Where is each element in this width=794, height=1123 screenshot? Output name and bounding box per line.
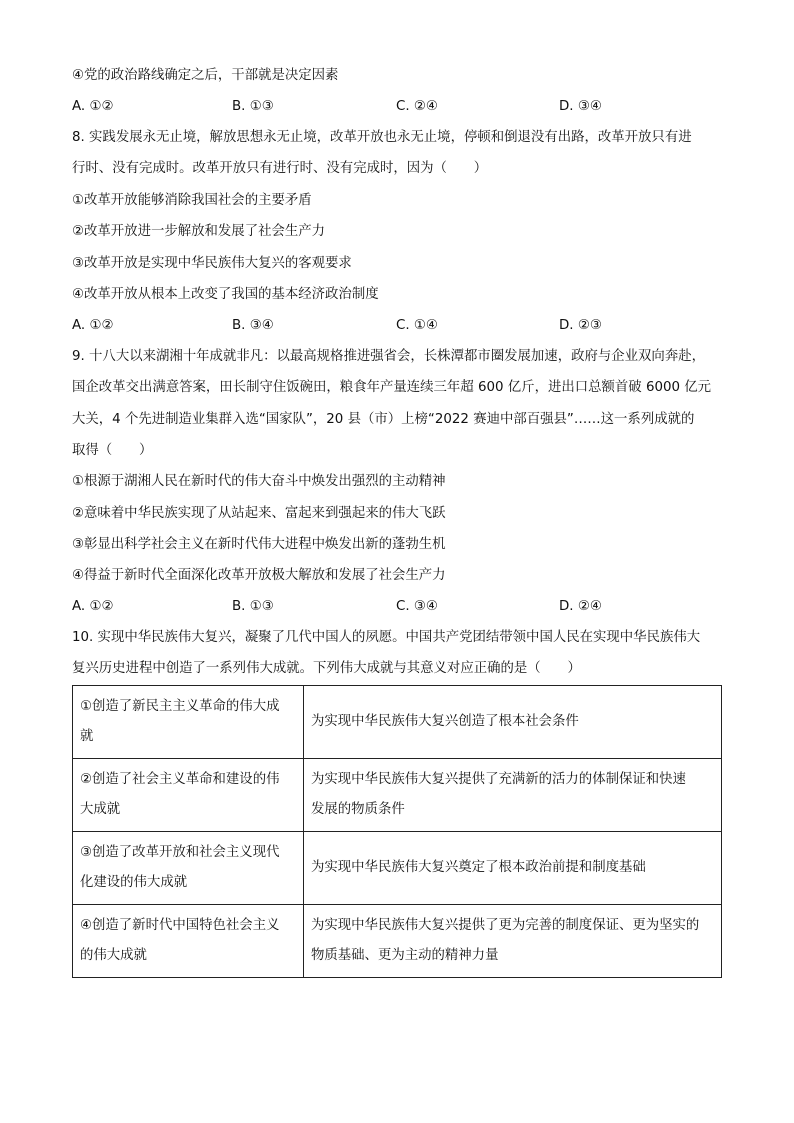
q9-item-4: ④得益于新时代全面深化改革开放极大解放和发展了社会生产力	[72, 568, 446, 583]
q9-option-a: A. ①②	[72, 599, 114, 614]
significance-line-1: 为实现中华民族伟大复兴提供了更为完善的制度保证、更为坚实的	[311, 918, 700, 933]
q10-stem-line-2: 复兴历史进程中创造了一系列伟大成就。下列伟大成就与其意义对应正确的是（ ）	[72, 661, 581, 676]
q9-stem-line-3: 大关，4 个先进制造业集群入选“国家队”，20 县（市）上榜“2022 赛迪中部百强县”……这一系列成就的	[72, 412, 695, 427]
achievement-line-2: 就	[80, 729, 94, 744]
significance-line-1: 为实现中华民族伟大复兴奠定了根本政治前提和制度基础	[311, 860, 646, 875]
q8-option-b: B. ③④	[232, 318, 274, 333]
q8-item-3: ③改革开放是实现中华民族伟大复兴的客观要求	[72, 256, 352, 271]
q9-item-3: ③彰显出科学社会主义在新时代伟大进程中焕发出新的蓬勃生机	[72, 537, 446, 552]
achievement-line-2: 大成就	[80, 802, 121, 817]
significance-cell	[304, 832, 722, 905]
q7-item-4: ④党的政治路线确定之后，干部就是决定因素	[72, 68, 339, 83]
q8-option-d: D. ②③	[559, 318, 602, 333]
significance-line-2: 物质基础、更为主动的精神力量	[311, 948, 499, 963]
achievement-cell	[73, 905, 304, 978]
achievement-line-2: 的伟大成就	[80, 948, 147, 963]
q9-item-2: ②意味着中华民族实现了从站起来、富起来到强起来的伟大飞跃	[72, 506, 446, 521]
q9-option-b: B. ①③	[232, 599, 274, 614]
q9-stem-line-4: 取得（ ）	[72, 443, 153, 458]
achievement-line-2: 化建设的伟大成就	[80, 875, 188, 890]
significance-line-1: 为实现中华民族伟大复兴提供了充满新的活力的体制保证和快速	[311, 772, 686, 787]
achievement-line-1: ④创造了新时代中国特色社会主义	[80, 918, 280, 933]
q9-option-c: C. ③④	[396, 599, 438, 614]
table-row	[73, 905, 722, 978]
q8-stem-line-1: 8. 实践发展永无止境，解放思想永无止境，改革开放也永无止境，停顿和倒退没有出路，改革开放只有进	[72, 130, 692, 145]
q8-options	[72, 316, 732, 336]
q10-table	[72, 685, 722, 978]
significance-cell	[304, 686, 722, 759]
q7-option-c: C. ②④	[396, 99, 438, 114]
achievement-cell	[73, 832, 304, 905]
achievement-cell	[73, 759, 304, 832]
achievement-cell	[73, 686, 304, 759]
significance-cell	[304, 759, 722, 832]
q9-stem-line-1: 9. 十八大以来湖湘十年成就非凡：以最高规格推进强省会，长株潭都市圈发展加速，政府与企业双向奔赴，	[72, 349, 705, 364]
achievement-line-1: ③创造了改革开放和社会主义现代	[80, 845, 280, 860]
q8-item-1: ①改革开放能够消除我国社会的主要矛盾	[72, 193, 312, 208]
q8-item-4: ④改革开放从根本上改变了我国的基本经济政治制度	[72, 287, 379, 302]
achievement-line-1: ①创造了新民主主义革命的伟大成	[80, 699, 280, 714]
q8-option-c: C. ①④	[396, 318, 438, 333]
q7-option-d: D. ③④	[559, 99, 602, 114]
achievement-line-1: ②创造了社会主义革命和建设的伟	[80, 772, 280, 787]
significance-line-2: 发展的物质条件	[311, 802, 405, 817]
table-row	[73, 686, 722, 759]
q9-options	[72, 597, 732, 617]
q8-option-a: A. ①②	[72, 318, 114, 333]
q9-stem-line-2: 国企改革交出满意答案，田长制守住饭碗田，粮食年产量连续三年超 600 亿斤，进出口总额首破 6000 亿元	[72, 380, 712, 395]
q10-stem-line-1: 10. 实现中华民族伟大复兴，凝聚了几代中国人的夙愿。中国共产党团结带领中国人民在实现中华民族伟大	[72, 630, 701, 645]
q7-option-a: A. ①②	[72, 99, 114, 114]
q9-item-1: ①根源于湖湘人民在新时代的伟大奋斗中焕发出强烈的主动精神	[72, 474, 446, 489]
q9-option-d: D. ②④	[559, 599, 602, 614]
table-row	[73, 832, 722, 905]
significance-line-1: 为实现中华民族伟大复兴创造了根本社会条件	[311, 714, 579, 729]
significance-cell	[304, 905, 722, 978]
q7-options	[72, 97, 732, 117]
table-row	[73, 759, 722, 832]
q7-option-b: B. ①③	[232, 99, 274, 114]
q8-stem-line-2: 行时、没有完成时。改革开放只有进行时、没有完成时，因为（ ）	[72, 161, 488, 176]
q8-item-2: ②改革开放进一步解放和发展了社会生产力	[72, 224, 326, 239]
